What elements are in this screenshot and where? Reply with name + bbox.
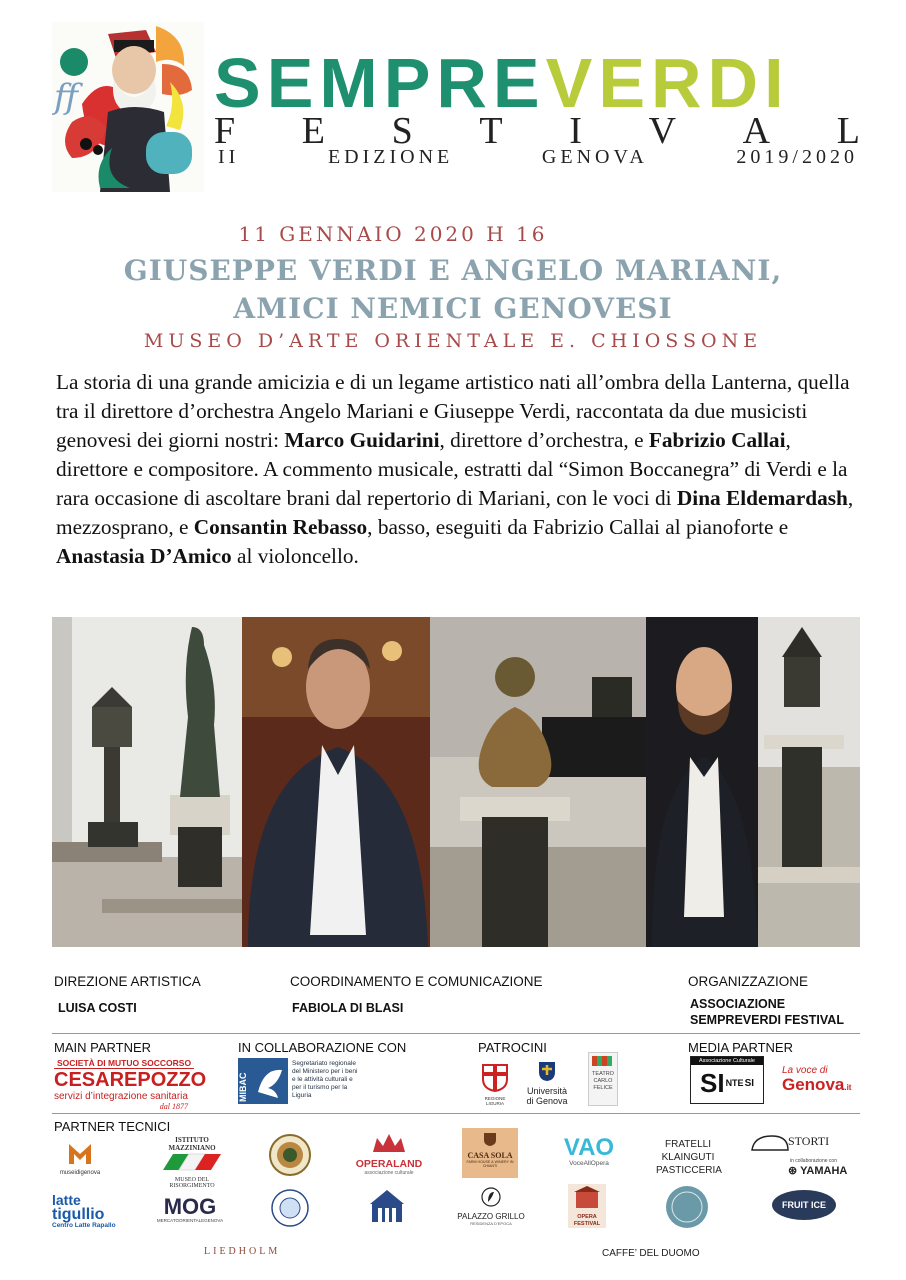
universita-text: Università [526, 1086, 567, 1096]
voce-it-text: .it [844, 1083, 852, 1092]
cesarepozzo-logo [54, 1058, 207, 1111]
sintesi-si: SI [699, 1067, 725, 1098]
performer-name: Marco Guidarini [284, 428, 440, 452]
cesarepozzo-name: CESAREPOZZO [54, 1069, 207, 1091]
opera-festival-text: OPERA FESTIVAL [573, 1214, 601, 1227]
museum-lantern-photo [758, 617, 860, 947]
cesarepozzo-since: dal 1877 [159, 1102, 188, 1111]
operaland-logo [355, 1132, 423, 1176]
main-partner-label: MAIN PARTNER [54, 1040, 152, 1055]
cesarepozzo-sub: servizi d’integrazione sanitaria [54, 1091, 188, 1102]
event-venue: MUSEO D’ARTE ORIENTALE E. CHIOSSONE [143, 330, 763, 352]
coordinamento-label: COORDINAMENTO E COMUNICAZIONE [290, 974, 543, 989]
yamaha-tuning-fork-icon: ⊛ [788, 1165, 798, 1177]
ice-text: ICE [811, 1200, 827, 1210]
palazzo-grillo-emblem-icon [480, 1186, 502, 1208]
round-badge-logo [270, 1188, 310, 1228]
caffe-del-duomo-text: CAFFE’ DEL DUOMO [602, 1248, 700, 1259]
operaland-text: OPERALAND [355, 1158, 423, 1170]
event-title [0, 252, 906, 328]
regione-liguria-logo [478, 1062, 512, 1106]
caffe-duomo-logo [664, 1184, 710, 1230]
sintesi-nte: NTE [725, 1078, 744, 1088]
festival-subtitle [214, 112, 860, 150]
subtitle-letter: F [214, 110, 236, 152]
mog-sub: MERCATOORIENTALEGENOVA [156, 1218, 224, 1223]
media-partner-label: MEDIA PARTNER [688, 1040, 793, 1055]
liedholm-text: LIEDHOLM [204, 1246, 281, 1257]
buddha-statue-photo [430, 617, 646, 947]
marco-guidarini-photo [242, 617, 430, 947]
voce-di-genova-logo [782, 1066, 862, 1097]
voceallopera-logo [562, 1136, 616, 1167]
sintesi-si2: SI [744, 1077, 755, 1089]
regione-liguria-text: REGIONE LIGURIA [484, 1096, 506, 1106]
event-date: 11 GENNAIO 2020 H 16 [238, 222, 548, 246]
edition-number: II [218, 146, 240, 168]
subtitle-letter: A [742, 110, 771, 152]
storti-text: STORTI [788, 1134, 830, 1148]
organizzazione-name [690, 996, 844, 1028]
performer-name: Consantin Rebasso [193, 515, 368, 539]
yamaha-text: YAMAHA [800, 1165, 848, 1177]
collaborazione-label: IN COLLABORAZIONE CON [238, 1040, 407, 1055]
biblioteca-logo [368, 1186, 406, 1228]
event-title-line1: GIUSEPPE VERDI E ANGELO MARIANI, [123, 254, 783, 287]
mog-text: MOG [163, 1194, 217, 1219]
musei-text: museidigenova [59, 1170, 101, 1176]
tricolore-flag-icon [157, 1152, 227, 1172]
mazziniano-subtitle: MUSEO DEL RISORGIMENTO [169, 1177, 215, 1189]
klainguti-line: FRATELLI [665, 1139, 711, 1150]
yamaha-pre: in collaborazione con [790, 1158, 837, 1164]
teatro-color-band [592, 1056, 612, 1066]
photo-collage [52, 617, 860, 947]
direzione-name: LUISA COSTI [58, 1001, 137, 1015]
regione-liguria-crest-icon [480, 1062, 510, 1092]
operaland-sub: associazione culturale [364, 1170, 414, 1176]
mibac-abbr: MIBAC [238, 1072, 248, 1102]
casa-sola-text: CASA SOLA [467, 1151, 513, 1160]
subtitle-letter: I [569, 110, 582, 152]
title-verdi: VERDI [545, 44, 790, 122]
mibac-logo [238, 1058, 288, 1104]
direzione-label: DIREZIONE ARTISTICA [54, 974, 201, 989]
event-description [56, 368, 856, 571]
description-text: al violoncello. [231, 544, 359, 568]
fruit-text: FRUIT [781, 1200, 809, 1210]
casa-sola-logo [462, 1128, 518, 1178]
palazzo-grillo-sub: RESIDENZA D’EPOCA [470, 1221, 512, 1226]
storti-yamaha-logo [750, 1132, 854, 1177]
casa-sola-crest-icon [482, 1131, 498, 1147]
fruit-ice-logo [772, 1190, 836, 1220]
coordinamento-name: FABIOLA DI BLASI [292, 1001, 404, 1015]
klainguti-logo [656, 1138, 720, 1177]
universita-text: di Genova [526, 1096, 568, 1106]
voce-genova-text: Genova [782, 1075, 845, 1094]
edition-years: 2019/2020 [736, 146, 858, 168]
voce-di-text: La voce di [782, 1065, 828, 1076]
subtitle-letter: E [301, 110, 325, 152]
mibac-text: Segretariato regionale del Ministero per i beni e le attività culturali e per il turismo per la Liguria [292, 1060, 358, 1099]
description-text: , direttore d’orchestra, e [439, 428, 649, 452]
patrocini-label: PATROCINI [478, 1040, 547, 1055]
latte-text: latte [52, 1192, 81, 1208]
vao-text: VAO [563, 1134, 615, 1161]
centro-latte-text: Centro Latte Rapallo [52, 1222, 116, 1229]
opera-festival-building-icon [572, 1184, 602, 1210]
round-badge-icon [270, 1188, 310, 1228]
org-name-line: SEMPREVERDI FESTIVAL [690, 1013, 844, 1027]
operaland-crown-icon [369, 1132, 409, 1154]
title-sempre: SEMPRE [214, 44, 546, 122]
musei-m-icon [67, 1140, 93, 1166]
subtitle-letter: V [648, 110, 677, 152]
piano-icon [750, 1132, 790, 1154]
description-text: La storia di una grande amicizia e di un legame artistico nati all’ombra della Lanterna, quella tra il direttore d’orchestra Angelo Mariani e Giuseppe Verdi, raccontata da due musicisti genovesi dei giorni nostri: [56, 370, 850, 452]
latte-tigullio-logo [52, 1194, 124, 1229]
description-text: , basso, eseguiti da Fabrizio Callai al pianoforte e [367, 515, 789, 539]
klainguti-line: KLAINGUTI [661, 1152, 715, 1163]
sintesi-logo [690, 1056, 764, 1104]
org-name-line: ASSOCIAZIONE [690, 997, 786, 1011]
musei-genova-logo [58, 1140, 102, 1176]
teatro-carlo-felice-logo [588, 1052, 618, 1106]
vao-sub: VoceAllOpera [569, 1160, 609, 1167]
seal-logo [268, 1133, 312, 1177]
sintesi-top: Associazione Culturale [691, 1057, 763, 1065]
palazzo-grillo-text: PALAZZO GRILLO [457, 1212, 525, 1221]
description-text: , mezzosprano, e [56, 486, 854, 539]
biblioteca-building-icon [368, 1186, 406, 1228]
yamaha-brand [750, 1164, 854, 1177]
ff-logo-text: ff [54, 77, 79, 117]
mazziniano-title: ISTITUTO MAZZINIANO [168, 1136, 216, 1152]
universita-crest-icon [537, 1060, 557, 1082]
performer-name: Fabrizio Callai [648, 428, 786, 452]
round-seal-icon [268, 1133, 312, 1177]
divider [52, 1113, 860, 1114]
festival-logo-illustration [52, 22, 204, 192]
fabrizio-callai-photo [646, 617, 758, 947]
organizzazione-label: ORGANIZZAZIONE [688, 974, 809, 989]
mog-logo [152, 1196, 228, 1223]
tigullio-text: tigullio [52, 1206, 105, 1223]
divider [52, 1033, 860, 1034]
caffe-duomo-round-icon [664, 1184, 710, 1230]
event-title-line2: AMICI NEMICI GENOVESI [233, 292, 673, 325]
partner-tecnici-label: PARTNER TECNICI [54, 1119, 171, 1134]
opera-festival-logo [568, 1184, 606, 1228]
cesarepozzo-top: SOCIETÀ DI MUTUO SOCCORSO [54, 1058, 194, 1069]
subtitle-letter: S [391, 110, 413, 152]
palazzo-grillo-logo [456, 1186, 526, 1226]
universita-genova-logo [522, 1060, 572, 1106]
mibac-emblem-icon [254, 1064, 286, 1098]
performer-name: Anastasia D’Amico [56, 544, 232, 568]
subtitle-letter: T [479, 110, 503, 152]
klainguti-line: PASTICCERIA [656, 1165, 722, 1176]
subtitle-letter: L [836, 110, 860, 152]
festival-title [214, 44, 790, 122]
museum-statue-photo [52, 617, 242, 947]
edition-city: GENOVA [541, 146, 648, 168]
description-text: , direttore e compositore. A commento musicale, estratti dal “Simon Boccanegra” di Verdi e la rara occasione di ascoltare brani dal repertorio di Mariani, con le voci di [56, 428, 848, 510]
edition-word: EDIZIONE [327, 146, 454, 168]
performer-name: Dina Eldemardash [676, 486, 848, 510]
teatro-text: TEATRO CARLO FELICE [592, 1071, 614, 1091]
casa-sola-sub: FARM HOUSE & WINERY IN CHIANTI [466, 1160, 514, 1168]
edition-line [218, 146, 858, 169]
istituto-mazziniano-logo [152, 1136, 232, 1189]
